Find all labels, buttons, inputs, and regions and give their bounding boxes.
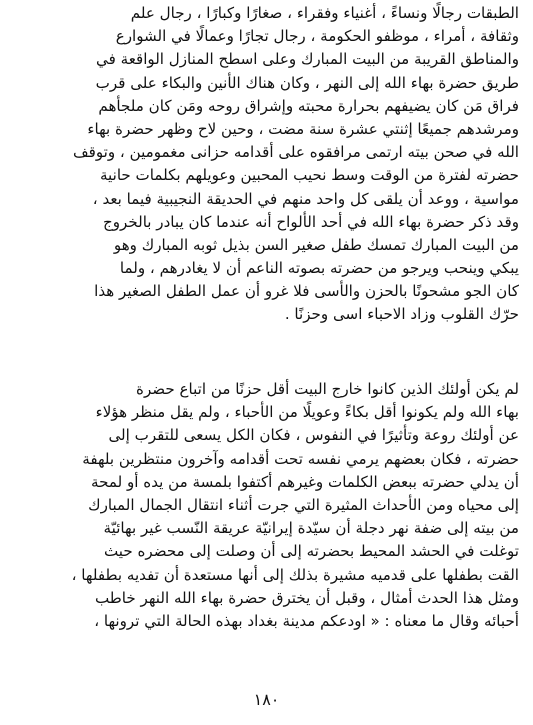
text-line: حرّك القلوب وزاد الاحباء اسى وحزنًا . <box>284 305 519 324</box>
paragraph-2 <box>14 378 519 633</box>
text-line: والمناطق القريبة من البيت المبارك وعلى اسطح المنازل الواقعة في <box>96 50 519 69</box>
text-line: أحبائه وقال ما معناه : « اودعكم مدينة بغداد بهذه الحالة التي ترونها ، <box>94 611 519 630</box>
text-line: مواسية ، ووعد أن يلقى كل واحد منهم في الحديقة النجيبية فيما بعد ، <box>92 189 519 208</box>
paragraph-1 <box>14 2 519 327</box>
text-line: لم يكن أولئك الذين كانوا خارج البيت أقل حزنًا من اتباع حضرة <box>136 380 519 398</box>
text-line: أن يدلي حضرته ببعض الكلمات وغيرهم أكتفوا بلمسة من يده أو لمحة <box>91 472 519 491</box>
text-line: يبكي وينحب ويرجو من حضرته بصوته الناعم أن لا يغادرهم ، ولما <box>119 259 519 278</box>
text-line: من البيت المبارك تمسك طفل صغير السن بذيل ثوبه المبارك وهو <box>113 235 519 254</box>
text-line: القت بطفلها على قدميه مشيرة بذلك إلى أنها مستعدة أن تفديه بطفلها ، <box>71 565 519 584</box>
text-line: من بيته إلى ضفة نهر دجلة أن سيّدة إيرانيّة عريقة النّسب غير بهائيّة <box>103 519 519 538</box>
text-line: كان الجو مشحونًا بالحزن والأسى فلا غرو أن عمل الطفل الصغير هذا <box>94 282 519 301</box>
text-line: الله في صحن بيته ارتمى مرافقوه على أقدامه حزانى مغمومين ، وتوقف <box>73 143 519 162</box>
text-line: الطبقات رجالًا ونساءً ، أغنياء وفقراء ، صغارًا وكبارًا ، رجال علم <box>130 4 519 22</box>
text-line: ومثل هذا الحدث أمثال ، وقبل أن يخترق حضرة بهاء الله النهر خاطب <box>94 588 519 607</box>
text-line: بهاء الله ولم يكونوا أقل بكاءً وعويلًا من الأحباء ، ولم يقل منظر هؤلاء <box>95 403 519 422</box>
text-line: وقد ذكر حضرة بهاء الله في أحد الألواح أنه عندما كان يبادر بالخروج <box>103 212 519 231</box>
text-line: فراق مَن كان يضيفهم بحرارة محبته وإشراق روحه ومَن كان ملجأهم <box>98 96 519 115</box>
text-line: توغلت في الحشد المحيط بحضرته إلى أن وصلت إلى محضره حيث <box>103 542 519 561</box>
text-line: حضرته لفترة من الوقت وسط نحيب المحبين وعويلهم بكلمات حانية <box>99 166 519 185</box>
text-line: ومرشدهم جميعًا إثنتي عشرة سنة مضت ، وحين لاح وظهر حضرة بهاء <box>87 119 519 138</box>
text-line: عن أولئك روعة وتأثيرًا في النفوس ، فكان الكل يسعى للتقرب إلى <box>108 426 519 445</box>
text-line: طريق حضرة بهاء الله إلى النهر ، وكان هناك الأنين والبكاء على قرب <box>95 73 519 92</box>
text-line: وثقافة ، أمراء ، موظفو الحكومة ، رجال تجارًا وعمالًا في الشوارع <box>115 27 519 46</box>
page-number: ١٨٠ <box>253 690 280 709</box>
text-line: حضرته ، فكان بعضهم يرمي نفسه تحت أقدامه وآخرون منتظرين بلهفة <box>82 449 519 468</box>
text-line: إلى محياه ومن الأحداث المثيرة التي جرت أثناء انتقال الجمال المبارك <box>88 495 519 514</box>
